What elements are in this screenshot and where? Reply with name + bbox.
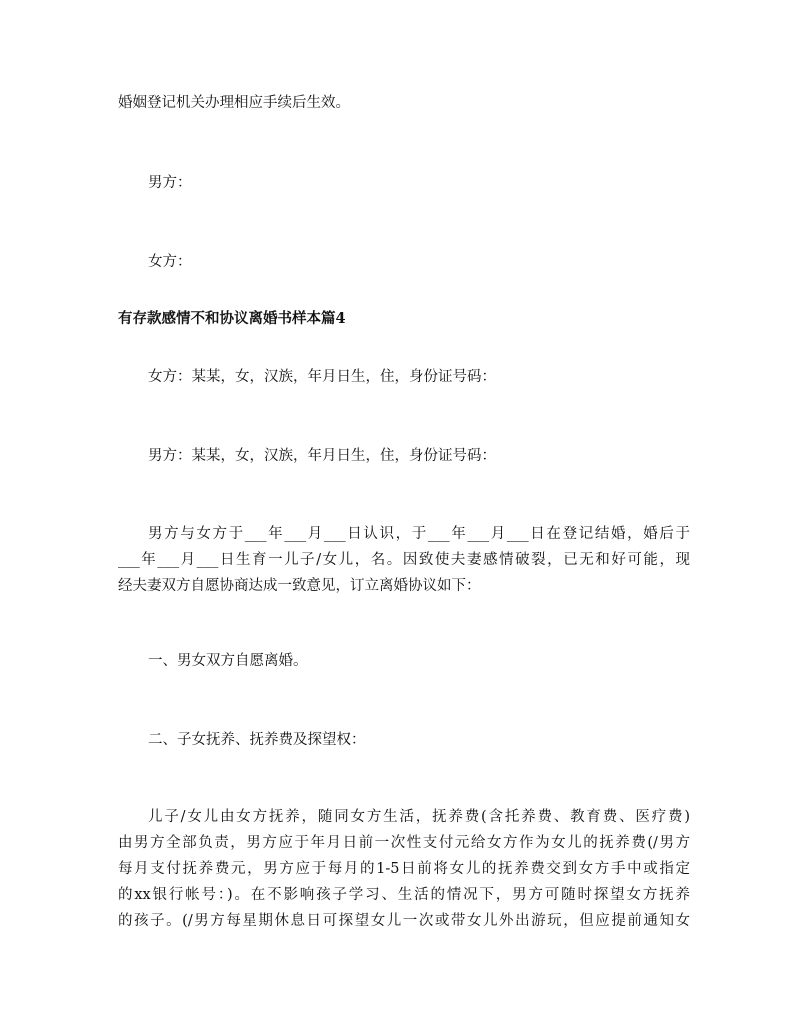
paragraph-line: 的xx银行帐号：)。在不影响孩子学习、生活的情况下，男方可随时探望女方抚养 [118, 887, 690, 903]
paragraph-line: 儿子/女儿由女方抚养，随同女方生活，抚养费(含托养费、教育费、医疗费) [148, 809, 690, 825]
custody-paragraph [118, 804, 690, 934]
section-heading: 有存款感情不和协议离婚书样本篇4 [118, 310, 346, 327]
male-signature-label: 男方： [148, 175, 192, 191]
female-signature-label: 女方： [148, 254, 192, 270]
clause-2: 二、子女抚养、抚养费及探望权： [148, 732, 366, 748]
effective-clause-line: 婚姻登记机关办理相应手续后生效。 [118, 95, 350, 111]
marriage-background-paragraph [118, 521, 690, 599]
paragraph-line: 每月支付抚养费元，男方应于每月的1-5日前将女儿的抚养费交到女方手中或指定 [118, 861, 690, 877]
paragraph-line: 的孩子。(/男方每星期休息日可探望女儿一次或带女儿外出游玩，但应提前通知女 [118, 913, 690, 929]
male-party-info: 男方：某某，女，汉族，年月日生，住，身份证号码： [148, 448, 496, 464]
paragraph-line: 由男方全部负责，男方应于年月日前一次性支付元给女方作为女儿的抚养费(/男方 [118, 835, 690, 851]
female-party-info: 女方：某某，女，汉族，年月日生，住，身份证号码： [148, 369, 496, 385]
paragraph-line: 经夫妻双方自愿协商达成一致意见，订立离婚协议如下： [118, 578, 481, 594]
paragraph-line: ___年___月___日生育一儿子/女儿，名。因致使夫妻感情破裂，已无和好可能，现 [118, 552, 690, 568]
paragraph-line: 男方与女方于___年___月___日认识，于___年___月___日在登记结婚，婚后于 [148, 526, 690, 542]
clause-1: 一、男女双方自愿离婚。 [148, 653, 308, 669]
